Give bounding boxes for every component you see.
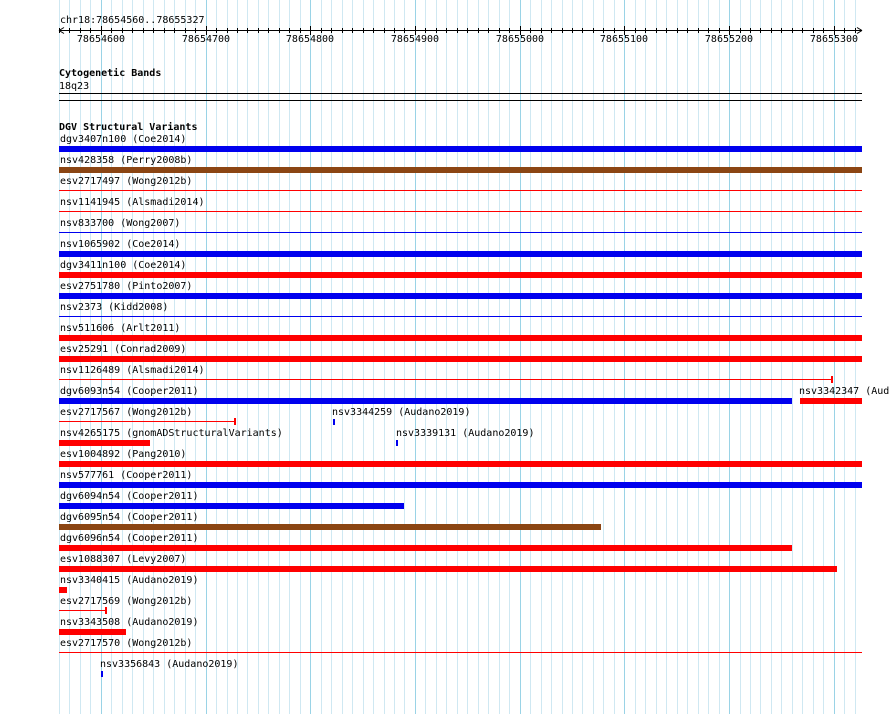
feature-end-cap <box>105 607 107 614</box>
feature-glyph[interactable] <box>59 379 832 380</box>
feature-label[interactable]: esv25291 (Conrad2009) <box>60 344 187 355</box>
feature-glyph[interactable] <box>59 272 862 278</box>
feature-label[interactable]: esv2717567 (Wong2012b) <box>60 407 193 418</box>
feature-glyph[interactable] <box>333 419 335 425</box>
feature-glyph[interactable] <box>59 293 862 299</box>
feature-glyph[interactable] <box>59 503 404 509</box>
feature-end-cap <box>831 376 833 383</box>
feature-label[interactable]: dgv6094n54 (Cooper2011) <box>60 491 199 502</box>
ruler-tick-label: 78655000 <box>495 34 545 45</box>
feature-glyph[interactable] <box>59 610 106 611</box>
feature-label[interactable]: dgv6093n54 (Cooper2011) <box>60 386 199 397</box>
ruler-tick-label: 78654600 <box>76 34 126 45</box>
feature-glyph[interactable] <box>59 545 792 551</box>
feature-label[interactable]: nsv3356843 (Audano2019) <box>100 659 239 670</box>
feature-label[interactable]: dgv6095n54 (Cooper2011) <box>60 512 199 523</box>
feature-label[interactable]: nsv1141945 (Alsmadi2014) <box>60 197 205 208</box>
feature-glyph[interactable] <box>800 398 862 404</box>
feature-label[interactable]: esv1088307 (Levy2007) <box>60 554 187 565</box>
feature-glyph[interactable] <box>59 232 862 233</box>
feature-label[interactable]: nsv511606 (Arlt2011) <box>60 323 181 334</box>
feature-glyph[interactable] <box>59 566 837 572</box>
feature-label[interactable]: esv2717570 (Wong2012b) <box>60 638 193 649</box>
feature-glyph[interactable] <box>101 671 103 677</box>
feature-label[interactable]: esv1004892 (Pang2010) <box>60 449 187 460</box>
feature-glyph[interactable] <box>59 190 862 191</box>
feature-glyph[interactable] <box>59 335 862 341</box>
feature-label[interactable]: nsv833700 (Wong2007) <box>60 218 181 229</box>
ruler-tick-label: 78655300 <box>809 34 859 45</box>
feature-label[interactable]: nsv3342347 (Aud <box>799 386 890 397</box>
feature-glyph[interactable] <box>59 356 862 362</box>
feature-glyph[interactable] <box>59 398 792 404</box>
locus-label: chr18:78654560..78655327 <box>60 15 205 26</box>
feature-glyph[interactable] <box>59 524 601 530</box>
feature-glyph[interactable] <box>59 440 150 446</box>
feature-glyph[interactable] <box>59 251 862 257</box>
feature-label[interactable]: nsv1126489 (Alsmadi2014) <box>60 365 205 376</box>
feature-label[interactable]: esv2717569 (Wong2012b) <box>60 596 193 607</box>
feature-glyph[interactable] <box>59 167 862 173</box>
feature-label[interactable]: esv2751780 (Pinto2007) <box>60 281 193 292</box>
feature-label[interactable]: nsv3340415 (Audano2019) <box>60 575 199 586</box>
feature-glyph[interactable] <box>59 316 862 317</box>
feature-glyph[interactable] <box>396 440 398 446</box>
cytoband-band[interactable] <box>59 93 862 94</box>
track-divider <box>59 100 862 101</box>
feature-glyph[interactable] <box>59 629 126 635</box>
feature-label[interactable]: esv2717497 (Wong2012b) <box>60 176 193 187</box>
feature-label[interactable]: nsv3339131 (Audano2019) <box>396 428 535 439</box>
feature-glyph[interactable] <box>59 211 862 212</box>
feature-label[interactable]: dgv3411n100 (Coe2014) <box>60 260 187 271</box>
feature-label[interactable]: nsv1065902 (Coe2014) <box>60 239 181 250</box>
feature-label[interactable]: dgv3407n100 (Coe2014) <box>60 134 187 145</box>
feature-label[interactable]: nsv2373 (Kidd2008) <box>60 302 169 313</box>
feature-glyph[interactable] <box>59 461 862 467</box>
feature-label[interactable]: nsv577761 (Cooper2011) <box>60 470 193 481</box>
feature-label[interactable]: nsv428358 (Perry2008b) <box>60 155 193 166</box>
cytoband-label[interactable]: 18q23 <box>59 81 90 92</box>
cytoband-track-title[interactable]: Cytogenetic Bands <box>59 68 162 79</box>
feature-end-cap <box>234 418 236 425</box>
feature-glyph[interactable] <box>59 482 862 488</box>
feature-label[interactable]: nsv3343508 (Audano2019) <box>60 617 199 628</box>
dgv-track-title[interactable]: DGV Structural Variants <box>59 122 198 133</box>
feature-glyph[interactable] <box>59 652 862 653</box>
feature-label[interactable]: dgv6096n54 (Cooper2011) <box>60 533 199 544</box>
feature-label[interactable]: nsv4265175 (gnomADStructuralVariants) <box>60 428 283 439</box>
feature-label[interactable]: nsv3344259 (Audano2019) <box>332 407 471 418</box>
ruler-tick-label: 78654700 <box>181 34 231 45</box>
feature-glyph[interactable] <box>59 146 862 152</box>
feature-glyph[interactable] <box>59 587 67 593</box>
ruler-tick-label: 78655200 <box>704 34 754 45</box>
ruler-tick-label: 78654800 <box>285 34 335 45</box>
ruler-tick-label: 78655100 <box>599 34 649 45</box>
ruler-tick-label: 78654900 <box>390 34 440 45</box>
feature-glyph[interactable] <box>59 421 235 422</box>
